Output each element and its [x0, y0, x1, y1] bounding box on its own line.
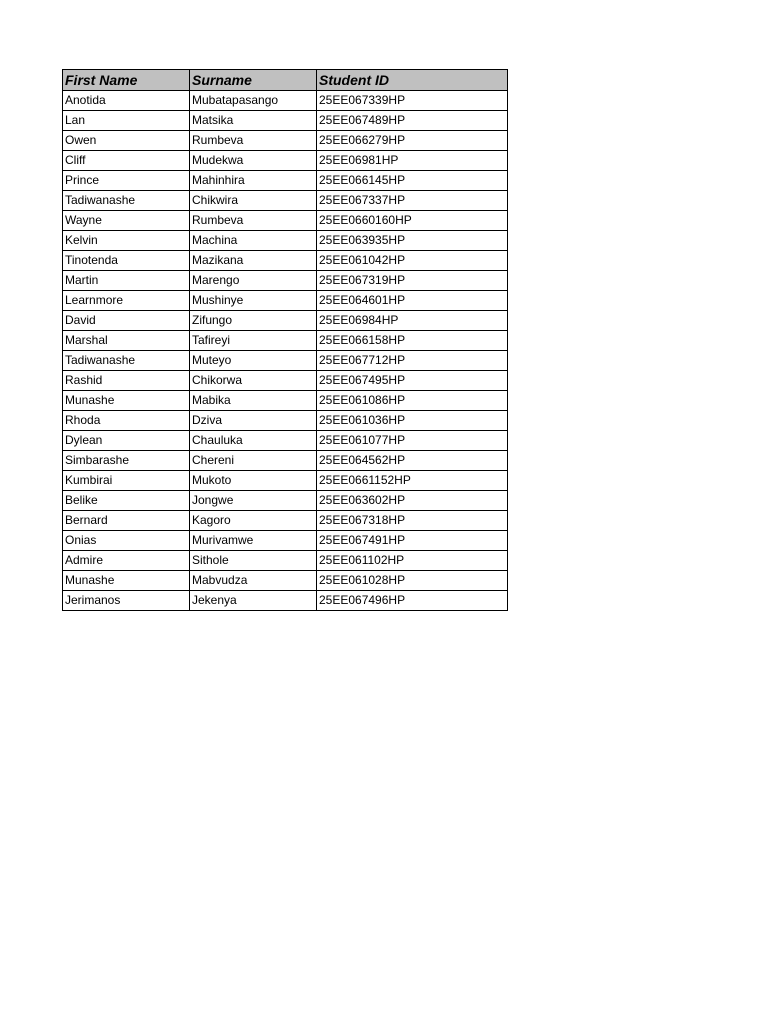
cell-student-id: 25EE064562HP: [317, 451, 508, 471]
cell-student-id: 25EE067489HP: [317, 111, 508, 131]
cell-first-name: David: [63, 311, 190, 331]
cell-first-name: Jerimanos: [63, 591, 190, 611]
table-header: [63, 70, 508, 91]
table-row: [63, 111, 508, 131]
cell-student-id: 25EE067496HP: [317, 591, 508, 611]
cell-student-id: 25EE067491HP: [317, 531, 508, 551]
cell-surname: Chauluka: [190, 431, 317, 451]
cell-first-name: Owen: [63, 131, 190, 151]
table-row: [63, 371, 508, 391]
cell-surname: Kagoro: [190, 511, 317, 531]
cell-student-id: 25EE063602HP: [317, 491, 508, 511]
table-row: [63, 451, 508, 471]
cell-surname: Tafireyi: [190, 331, 317, 351]
cell-surname: Marengo: [190, 271, 317, 291]
cell-surname: Mabvudza: [190, 571, 317, 591]
cell-first-name: Learnmore: [63, 291, 190, 311]
table-row: [63, 411, 508, 431]
cell-first-name: Tadiwanashe: [63, 351, 190, 371]
table-row: [63, 431, 508, 451]
table-row: [63, 151, 508, 171]
cell-first-name: Wayne: [63, 211, 190, 231]
cell-student-id: 25EE061086HP: [317, 391, 508, 411]
cell-first-name: Simbarashe: [63, 451, 190, 471]
table-row: [63, 91, 508, 111]
cell-student-id: 25EE061077HP: [317, 431, 508, 451]
table-row: [63, 491, 508, 511]
cell-student-id: 25EE061036HP: [317, 411, 508, 431]
cell-surname: Mukoto: [190, 471, 317, 491]
table-row: [63, 331, 508, 351]
cell-student-id: 25EE0660160HP: [317, 211, 508, 231]
cell-surname: Mabika: [190, 391, 317, 411]
cell-first-name: Munashe: [63, 571, 190, 591]
cell-student-id: 25EE061042HP: [317, 251, 508, 271]
cell-first-name: Kelvin: [63, 231, 190, 251]
cell-first-name: Munashe: [63, 391, 190, 411]
cell-student-id: 25EE066279HP: [317, 131, 508, 151]
cell-first-name: Rashid: [63, 371, 190, 391]
cell-first-name: Tinotenda: [63, 251, 190, 271]
cell-first-name: Bernard: [63, 511, 190, 531]
table-row: [63, 551, 508, 571]
cell-first-name: Cliff: [63, 151, 190, 171]
cell-first-name: Martin: [63, 271, 190, 291]
student-sheet: [62, 69, 508, 611]
table-row: [63, 171, 508, 191]
cell-first-name: Prince: [63, 171, 190, 191]
cell-student-id: 25EE067339HP: [317, 91, 508, 111]
cell-surname: Chereni: [190, 451, 317, 471]
cell-surname: Mubatapasango: [190, 91, 317, 111]
cell-surname: Mazikana: [190, 251, 317, 271]
header-first-name: First Name: [63, 70, 190, 91]
cell-student-id: 25EE067712HP: [317, 351, 508, 371]
cell-first-name: Marshal: [63, 331, 190, 351]
table-row: [63, 351, 508, 371]
cell-student-id: 25EE067319HP: [317, 271, 508, 291]
cell-surname: Machina: [190, 231, 317, 251]
cell-first-name: Kumbirai: [63, 471, 190, 491]
cell-first-name: Tadiwanashe: [63, 191, 190, 211]
cell-surname: Mahinhira: [190, 171, 317, 191]
cell-first-name: Rhoda: [63, 411, 190, 431]
cell-student-id: 25EE067318HP: [317, 511, 508, 531]
table-row: [63, 191, 508, 211]
cell-student-id: 25EE066158HP: [317, 331, 508, 351]
header-row: [63, 70, 508, 91]
table-body: [63, 91, 508, 611]
cell-student-id: 25EE066145HP: [317, 171, 508, 191]
cell-surname: Sithole: [190, 551, 317, 571]
cell-surname: Rumbeva: [190, 131, 317, 151]
cell-student-id: 25EE067337HP: [317, 191, 508, 211]
cell-surname: Chikorwa: [190, 371, 317, 391]
cell-surname: Mushinye: [190, 291, 317, 311]
cell-surname: Mudekwa: [190, 151, 317, 171]
cell-surname: Chikwira: [190, 191, 317, 211]
cell-first-name: Onias: [63, 531, 190, 551]
table-row: [63, 251, 508, 271]
cell-first-name: Lan: [63, 111, 190, 131]
table-row: [63, 471, 508, 491]
cell-surname: Matsika: [190, 111, 317, 131]
cell-surname: Jongwe: [190, 491, 317, 511]
table-row: [63, 571, 508, 591]
table-row: [63, 271, 508, 291]
table-row: [63, 131, 508, 151]
table-row: [63, 211, 508, 231]
student-table: [62, 69, 508, 611]
table-row: [63, 531, 508, 551]
cell-surname: Zifungo: [190, 311, 317, 331]
header-surname: Surname: [190, 70, 317, 91]
cell-student-id: 25EE061102HP: [317, 551, 508, 571]
cell-first-name: Belike: [63, 491, 190, 511]
cell-first-name: Admire: [63, 551, 190, 571]
cell-surname: Jekenya: [190, 591, 317, 611]
cell-student-id: 25EE0661152HP: [317, 471, 508, 491]
table-row: [63, 311, 508, 331]
cell-surname: Murivamwe: [190, 531, 317, 551]
cell-first-name: Dylean: [63, 431, 190, 451]
header-student-id: Student ID: [317, 70, 508, 91]
cell-student-id: 25EE063935HP: [317, 231, 508, 251]
table-row: [63, 231, 508, 251]
table-row: [63, 391, 508, 411]
cell-first-name: Anotida: [63, 91, 190, 111]
table-row: [63, 591, 508, 611]
cell-student-id: 25EE064601HP: [317, 291, 508, 311]
table-row: [63, 511, 508, 531]
table-row: [63, 291, 508, 311]
cell-student-id: 25EE06981HP: [317, 151, 508, 171]
cell-surname: Muteyo: [190, 351, 317, 371]
cell-surname: Dziva: [190, 411, 317, 431]
cell-surname: Rumbeva: [190, 211, 317, 231]
cell-student-id: 25EE06984HP: [317, 311, 508, 331]
cell-student-id: 25EE061028HP: [317, 571, 508, 591]
cell-student-id: 25EE067495HP: [317, 371, 508, 391]
